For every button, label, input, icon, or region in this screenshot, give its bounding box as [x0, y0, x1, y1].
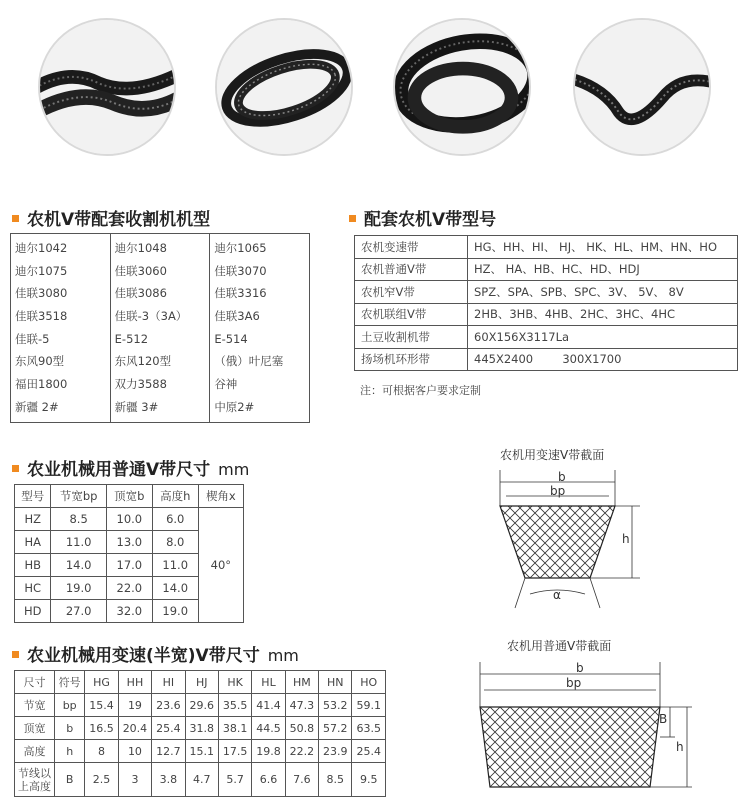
belt-loops-photo — [217, 20, 351, 154]
diagram1-b-label: b — [558, 470, 566, 484]
diagram1-bp-label: bp — [550, 484, 566, 498]
table-cell: 27.0 — [51, 600, 106, 623]
belt-type-models: 2HB、3HB、4HB、2HC、3HC、4HC — [468, 303, 738, 326]
table-cell: b — [55, 717, 85, 740]
belt-type-name: 农机变速带 — [355, 236, 468, 259]
column-header: HO — [352, 671, 386, 694]
table-row — [15, 694, 386, 717]
wedge-angle-cell: 40° — [198, 508, 243, 623]
belt-type-name: 农机窄V带 — [355, 281, 468, 304]
diagram2-title: 农机用普通V带截面 — [507, 639, 612, 653]
diagram1-alpha-label: α — [553, 588, 561, 602]
column-header: HM — [285, 671, 318, 694]
model-item: 佳联-5 — [15, 331, 50, 346]
model-item: （俄）叶尼塞 — [214, 354, 284, 369]
model-item: 双力3588 — [114, 377, 167, 392]
table-cell: 47.3 — [285, 694, 318, 717]
belt-wave-photo — [575, 20, 709, 154]
diagram2-h-label: h — [676, 740, 684, 754]
table-cell: 3.8 — [152, 763, 185, 797]
normal-vbelt-table — [14, 484, 244, 623]
model-item: 东风90型 — [15, 354, 65, 369]
table-cell: 25.4 — [152, 717, 185, 740]
table-cell: 44.5 — [252, 717, 285, 740]
belt-type-row — [355, 236, 738, 259]
model-item: 新疆 3# — [114, 399, 159, 414]
belt-photo-2 — [215, 18, 353, 156]
column-header: HJ — [185, 671, 218, 694]
table-cell: 17.5 — [218, 740, 251, 763]
belt-type-row — [355, 303, 738, 326]
custom-note: 注：可根据客户要求定制 — [360, 384, 481, 397]
table-cell: 53.2 — [319, 694, 352, 717]
table-cell: 25.4 — [352, 740, 386, 763]
table-cell: HA — [15, 531, 51, 554]
belt-type-models: 60X156X3117La — [468, 326, 738, 349]
table-cell: 19.0 — [152, 600, 198, 623]
model-item: 佳联3086 — [114, 286, 167, 301]
variable-speed-vbelt-table — [14, 670, 386, 797]
belt-type-name: 农机普通V带 — [355, 258, 468, 281]
table-cell: 19 — [118, 694, 151, 717]
table-cell: h — [55, 740, 85, 763]
belt-type-row — [355, 326, 738, 349]
table-cell: 22.0 — [106, 577, 152, 600]
table-cell: 31.8 — [185, 717, 218, 740]
table-cell: 11.0 — [51, 531, 106, 554]
table-cell: 17.0 — [106, 554, 152, 577]
table-cell: 23.6 — [152, 694, 185, 717]
belt-type-name: 农机联组V带 — [355, 303, 468, 326]
table-row — [15, 740, 386, 763]
belt-type-models: 445X2400 300X1700 — [468, 348, 738, 371]
column-header: 节宽bp — [51, 485, 106, 508]
table-cell: HZ — [15, 508, 51, 531]
table-cell: 35.5 — [218, 694, 251, 717]
model-item: 佳联3080 — [15, 286, 68, 301]
table-cell: 7.6 — [285, 763, 318, 797]
table-cell: 节宽 — [15, 694, 55, 717]
diagram1-h-label: h — [622, 532, 630, 546]
table-cell: 9.5 — [352, 763, 386, 797]
table-cell: 5.7 — [218, 763, 251, 797]
model-item: 中原2# — [214, 399, 255, 414]
table-cell: 节线以上高度 — [15, 763, 55, 797]
column-header: 尺寸 — [15, 671, 55, 694]
model-item: 福田1800 — [15, 377, 68, 392]
belt-coil-photo — [40, 20, 174, 154]
column-header: HI — [152, 671, 185, 694]
table-cell: 16.5 — [85, 717, 118, 740]
belt-type-name: 土豆收割机带 — [355, 326, 468, 349]
table-cell: HB — [15, 554, 51, 577]
models-col-2 — [110, 234, 210, 423]
column-header: HH — [118, 671, 151, 694]
table-cell: 8.0 — [152, 531, 198, 554]
section-title-variable-speed-vbelt: 农业机械用变速(半宽)V带尺寸 mm — [12, 641, 299, 666]
table-cell: 2.5 — [85, 763, 118, 797]
section-title-belt-types: 配套农机V带型号 — [349, 205, 496, 230]
table-row — [15, 763, 386, 797]
table-cell: 41.4 — [252, 694, 285, 717]
table-cell: 8.5 — [51, 508, 106, 531]
belt-type-row — [355, 348, 738, 371]
table-cell: 15.1 — [185, 740, 218, 763]
table-cell: 19.0 — [51, 577, 106, 600]
table-cell: 8 — [85, 740, 118, 763]
table-cell: 10 — [118, 740, 151, 763]
belt-type-row — [355, 281, 738, 304]
model-item: 谷神 — [214, 377, 238, 392]
models-col-1 — [11, 234, 111, 423]
model-item: 东风120型 — [114, 354, 172, 369]
diagram1-title: 农机用变速V带截面 — [500, 448, 605, 462]
table-cell: 顶宽 — [15, 717, 55, 740]
column-header: HG — [85, 671, 118, 694]
table-cell: 14.0 — [152, 577, 198, 600]
column-header: 顶宽b — [106, 485, 152, 508]
table-cell: 10.0 — [106, 508, 152, 531]
belt-type-models: SPZ、SPA、SPB、SPC、3V、 5V、 8V — [468, 281, 738, 304]
table-row — [15, 508, 244, 531]
table-cell: 13.0 — [106, 531, 152, 554]
models-col-3 — [210, 234, 310, 423]
model-item: 迪尔1065 — [214, 241, 267, 255]
model-item: E-512 — [114, 331, 149, 346]
belt-stack-photo — [395, 20, 529, 154]
column-header: HL — [252, 671, 285, 694]
table-cell: 50.8 — [285, 717, 318, 740]
table-cell: 6.0 — [152, 508, 198, 531]
column-header: HN — [319, 671, 352, 694]
model-item: 迪尔1042 — [15, 241, 68, 255]
harvester-models-table — [10, 233, 310, 423]
diagram2-B-label: B — [659, 712, 668, 726]
table-cell: 11.0 — [152, 554, 198, 577]
belt-type-name: 扬场机环形带 — [355, 348, 468, 371]
column-header: 符号 — [55, 671, 85, 694]
model-item: 迪尔1048 — [114, 241, 167, 255]
model-item: 佳联3316 — [214, 286, 267, 301]
table-cell: 20.4 — [118, 717, 151, 740]
table-cell: HC — [15, 577, 51, 600]
table-cell: 12.7 — [152, 740, 185, 763]
table-cell: 15.4 — [85, 694, 118, 717]
table-cell: 63.5 — [352, 717, 386, 740]
table-cell: 59.1 — [352, 694, 386, 717]
table-cell: 29.6 — [185, 694, 218, 717]
table-cell: 高度 — [15, 740, 55, 763]
table-row — [15, 717, 386, 740]
table-cell: 23.9 — [319, 740, 352, 763]
model-item: 新疆 2# — [15, 399, 59, 414]
table-cell: B — [55, 763, 85, 797]
belt-photo-1 — [38, 18, 176, 156]
table-cell: bp — [55, 694, 85, 717]
diagram2-bp-label: bp — [566, 676, 582, 690]
table-cell: 22.2 — [285, 740, 318, 763]
model-item: 佳联-3（3A） — [114, 309, 188, 324]
belt-type-models: HG、HH、HI、 HJ、 HK、HL、HM、HN、HO — [468, 236, 738, 259]
belt-type-models: HZ、 HA、HB、HC、HD、HDJ — [468, 258, 738, 281]
model-item: 佳联3A6 — [214, 309, 260, 324]
model-item: 佳联3070 — [214, 263, 267, 278]
column-header: 楔角x — [198, 485, 243, 508]
belt-photo-4 — [573, 18, 711, 156]
column-header: 型号 — [15, 485, 51, 508]
table-cell: 3 — [118, 763, 151, 797]
table-cell: 4.7 — [185, 763, 218, 797]
table-cell: 19.8 — [252, 740, 285, 763]
table-header-row — [15, 671, 386, 694]
model-item: 佳联3060 — [114, 263, 167, 278]
model-item: E-514 — [214, 331, 248, 346]
table-cell: HD — [15, 600, 51, 623]
table-header-row — [15, 485, 244, 508]
model-item: 佳联3518 — [15, 309, 68, 324]
belt-type-row — [355, 258, 738, 281]
table-cell: 8.5 — [319, 763, 352, 797]
table-cell: 38.1 — [218, 717, 251, 740]
section-title-normal-vbelt: 农业机械用普通V带尺寸 mm — [12, 455, 249, 480]
section-title-harvester-models: 农机V带配套收割机机型 — [12, 205, 210, 230]
column-header: 高度h — [152, 485, 198, 508]
belt-photo-3 — [393, 18, 531, 156]
table-cell: 57.2 — [319, 717, 352, 740]
table-cell: 32.0 — [106, 600, 152, 623]
table-cell: 14.0 — [51, 554, 106, 577]
diagram2-b-label: b — [576, 661, 584, 675]
table-cell: 6.6 — [252, 763, 285, 797]
model-item: 迪尔1075 — [15, 263, 68, 278]
belt-types-table — [354, 235, 738, 371]
column-header: HK — [218, 671, 251, 694]
